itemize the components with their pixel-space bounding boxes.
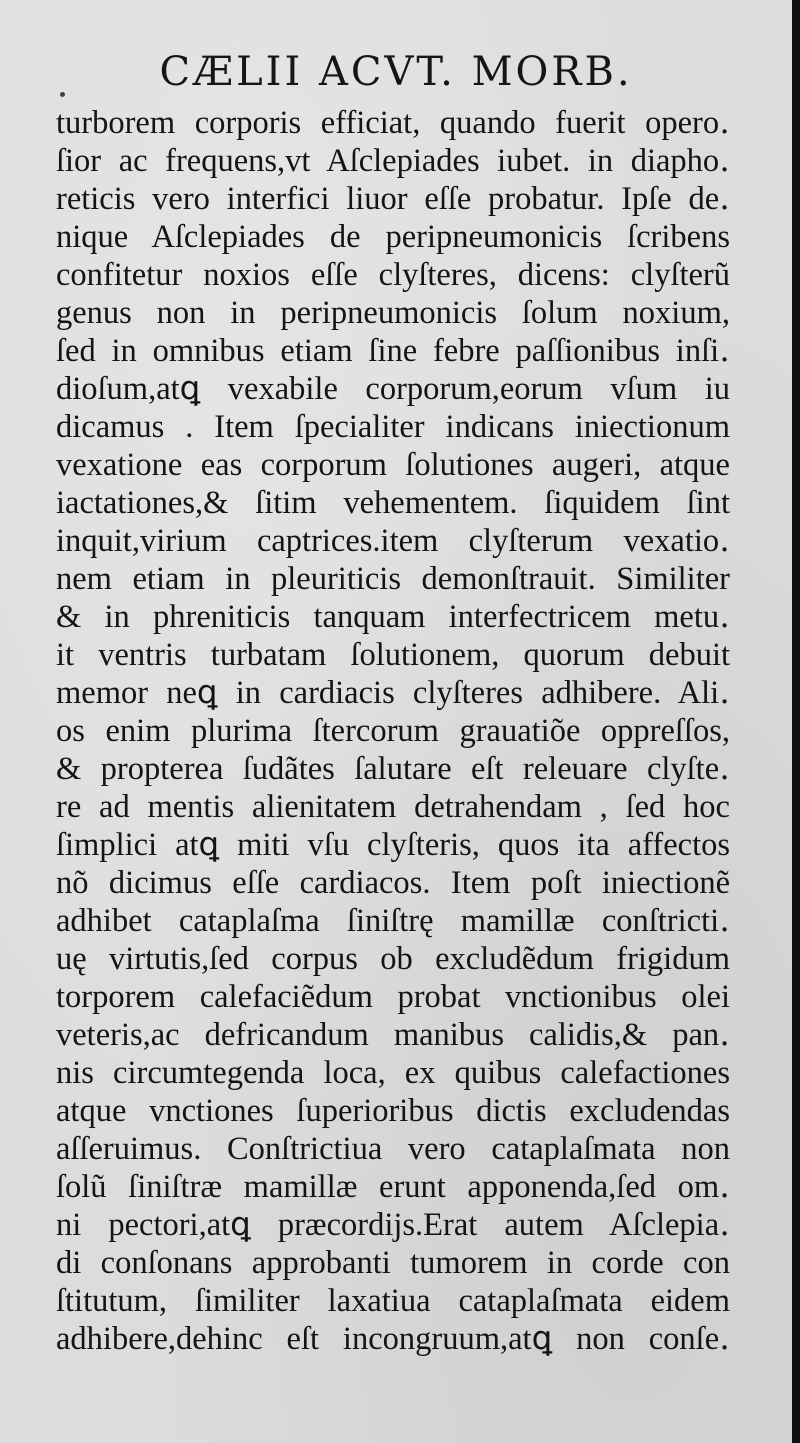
text-line: adhibet cataplaſma ſiniſtrę mamillæ conſtricti․	[56, 903, 730, 939]
text-line: atque vnctiones ſuperioribus dictis excludendas	[56, 1093, 730, 1129]
text-line: torporem calefaciẽdum probat vnctionibus olei	[56, 979, 730, 1015]
text-line: di conſonans approbanti tumorem in corde con	[56, 1245, 730, 1281]
text-line: uę virtutis,ſed corpus ob excludẽdum frigidum	[56, 941, 730, 977]
text-line: confitetur noxios eſſe clyſteres, dicens: clyſterũ	[56, 257, 730, 293]
text-line: adhibere,dehinc eſt incongruum,atꝗ non conſe․	[56, 1321, 730, 1357]
page-edge-shadow	[792, 0, 800, 1443]
text-line: aſſeruimus. Conſtrictiua vero cataplaſmata non	[56, 1131, 730, 1167]
text-line: genus non in peripneumonicis ſolum noxium,	[56, 295, 730, 331]
ink-speck	[60, 92, 65, 97]
text-line: re ad mentis alienitatem detrahendam , ſed hoc	[56, 789, 730, 825]
text-line: memor neꝗ in cardiacis clyſteres adhibere. Ali․	[56, 675, 730, 711]
text-line: veteris,ac defricandum manibus calidis,& pan․	[56, 1017, 730, 1053]
text-line: ſtitutum, ſimiliter laxatiua cataplaſmata eidem	[56, 1283, 730, 1319]
text-line: iactationes,& ſitim vehementem. ſiquidem ſint	[56, 485, 730, 521]
text-line: ſior ac frequens,vt Aſclepiades iubet. in diapho․	[56, 143, 730, 179]
text-line: nem etiam in pleuriticis demonſtrauit. Similiter	[56, 561, 730, 597]
text-line: dicamus . Item ſpecialiter indicans iniectionum	[56, 409, 730, 445]
text-line: vexatione eas corporum ſolutiones augeri, atque	[56, 447, 730, 483]
text-line: ni pectori,atꝗ præcordijs.Erat autem Aſclepia․	[56, 1207, 730, 1243]
text-line: reticis vero interfici liuor eſſe probatur. Ipſe de․	[56, 181, 730, 217]
text-line: ſimplici atꝗ miti vſu clyſteris, quos ita affectos	[56, 827, 730, 863]
text-line: turborem corporis efficiat, quando fuerit opero․	[56, 105, 730, 141]
text-line: dioſum,atꝗ vexabile corporum,eorum vſum iu	[56, 371, 730, 407]
text-line: nõ dicimus eſſe cardiacos. Item poſt iniectionẽ	[56, 865, 730, 901]
text-line: ſed in omnibus etiam ſine febre paſſionibus inſi․	[56, 333, 730, 369]
text-line: nis circumtegenda loca, ex quibus calefactiones	[56, 1055, 730, 1091]
text-line: nique Aſclepiades de peripneumonicis ſcribens	[56, 219, 730, 255]
text-line: & in phreniticis tanquam interfectricem metu․	[56, 599, 730, 635]
text-line: inquit,virium captrices.item clyſterum vexatio․	[56, 523, 730, 559]
text-line: & propterea ſudãtes ſalutare eſt releuare clyſte․	[56, 751, 730, 787]
text-line: os enim plurima ſtercorum grauatiõe oppreſſos,	[56, 713, 730, 749]
body-text	[56, 104, 730, 1358]
text-line: ſolũ ſiniſtræ mamillæ erunt apponenda,ſed om․	[56, 1169, 730, 1205]
text-line: it ventris turbatam ſolutionem, quorum debuit	[56, 637, 730, 673]
running-head: CÆLII ACVT. MORB.	[159, 49, 633, 95]
